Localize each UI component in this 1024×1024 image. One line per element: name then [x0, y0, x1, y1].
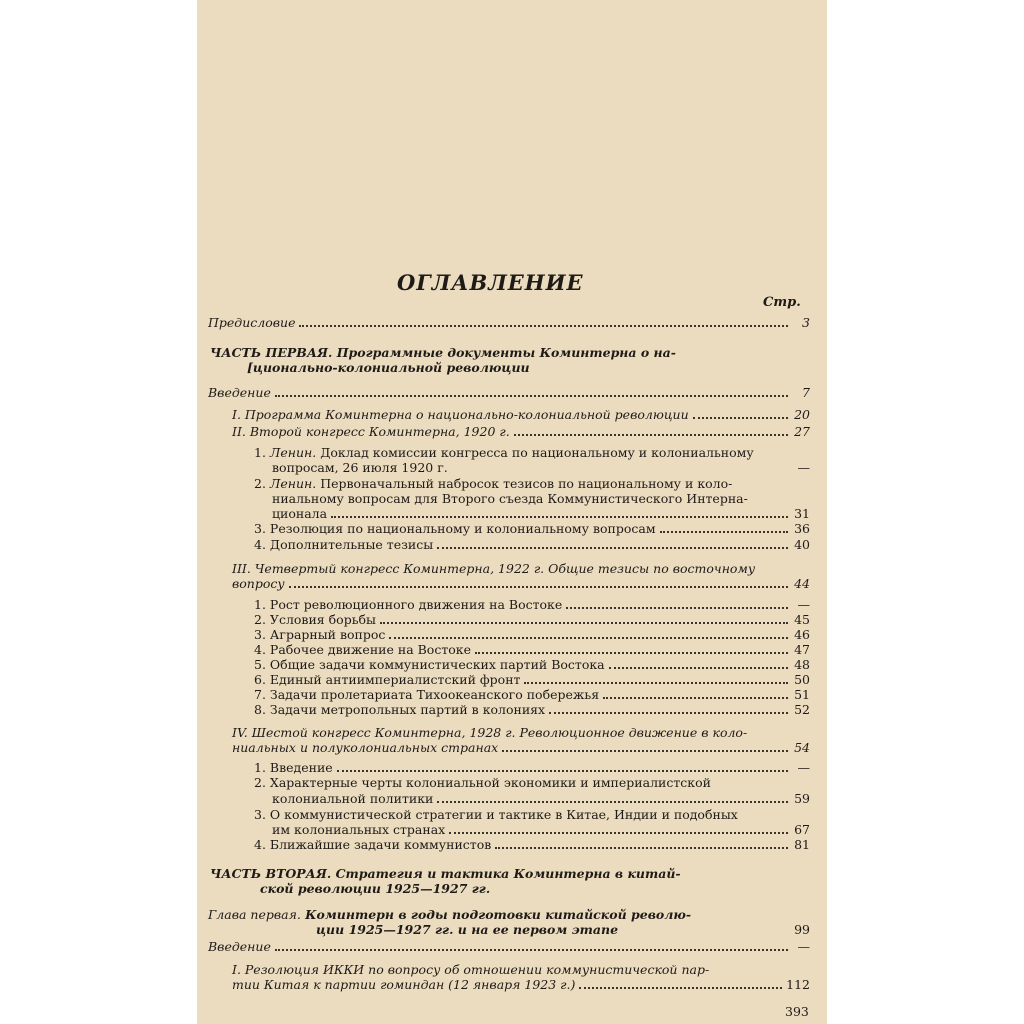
part2-section-1-line1: I. Резолюция ИККИ по вопросу об отношении коммунистической пар- [232, 962, 710, 977]
chapter-1-line2: ции 1925—1927 гг. и на ее первом этапе 99 [316, 922, 810, 937]
section-3-line2: вопросу 44 [232, 576, 810, 591]
toc-entry-intro-2: Введение — [208, 939, 810, 954]
s4-item-3-line2: им колониальных странах 67 [272, 822, 810, 837]
s3-item: 4. Рабочее движение на Востоке 47 [254, 642, 810, 657]
toc-entry-intro: Введение 7 [208, 385, 810, 400]
s2-item-1-line1: 1. Ленин. Доклад комиссии конгресса по национальному и колониальному [254, 445, 754, 460]
s4-item-2-line1: 2. Характерные черты колониальной экономики и империалистской [254, 775, 711, 790]
s3-item: 3. Аграрный вопрос 46 [254, 627, 810, 642]
s3-item: 6. Единый антиимпериалистский фронт 50 [254, 672, 810, 687]
s2-item-2-line3: ционала 31 [272, 506, 810, 521]
part1-heading-line2: [ционально-колониальной революции [247, 360, 530, 375]
s4-item-3-line1: 3. О коммунистической стратегии и тактике в Китае, Индии и подобных [254, 807, 738, 822]
toc-entry-section-1: I. Программа Коминтерна о национально-колониальной революции 20 [232, 407, 810, 422]
s3-item: 7. Задачи пролетариата Тихоокеанского побережья 51 [254, 687, 810, 702]
part1-heading-line1: ЧАСТЬ ПЕРВАЯ. Программные документы Коминтерна о на- [210, 345, 676, 360]
s4-item: 4. Ближайшие задачи коммунистов 81 [254, 837, 810, 852]
page-column-label: Стр. [763, 295, 801, 310]
page-number: 393 [785, 1004, 809, 1019]
s4-item-2-line2: колониальной политики 59 [272, 791, 810, 806]
toc-entry-section-2: II. Второй конгресс Коминтерна, 1920 г. 27 [232, 424, 810, 439]
s3-item: 8. Задачи метропольных партий в колониях 52 [254, 702, 810, 717]
s2-item-3: 3. Резолюция по национальному и колониальному вопросам 36 [254, 521, 810, 536]
part2-section-1-line2: тии Китая к партии гоминдан (12 января 1923 г.) 112 [232, 977, 810, 992]
page-title: ОГЛАВЛЕНИЕ [397, 270, 584, 295]
section-4-line2: ниальных и полуколониальных странах 54 [232, 740, 810, 755]
toc-entry-preface: Предисловие 3 [208, 315, 810, 330]
s2-item-4: 4. Дополнительные тезисы 40 [254, 537, 810, 552]
s2-item-1-line2: вопросам, 26 июля 1920 г. — [272, 460, 810, 475]
s3-item: 5. Общие задачи коммунистических партий Востока 48 [254, 657, 810, 672]
s2-item-2-line1: 2. Ленин. Первоначальный набросок тезисов по национальному и коло- [254, 476, 733, 491]
s3-item: 2. Условия борьбы 45 [254, 612, 810, 627]
s2-item-2-line2: ниальному вопросам для Второго съезда Коммунистического Интерна- [272, 491, 748, 506]
section-4-line1: IV. Шестой конгресс Коминтерна, 1928 г. Революционное движение в коло- [232, 725, 748, 740]
part2-heading-line2: ской революции 1925—1927 гг. [260, 881, 491, 896]
part2-heading-line1: ЧАСТЬ ВТОРАЯ. Стратегия и тактика Коминтерна в китай- [210, 866, 681, 881]
s3-item: 1. Рост революционного движения на Востоке — [254, 597, 810, 612]
chapter-1-line1: Глава первая. Коминтерн в годы подготовки китайской револю- [208, 907, 692, 922]
section-3-line1: III. Четвертый конгресс Коминтерна, 1922 г. Общие тезисы по восточному [232, 561, 756, 576]
s4-item: 1. Введение — [254, 760, 810, 775]
